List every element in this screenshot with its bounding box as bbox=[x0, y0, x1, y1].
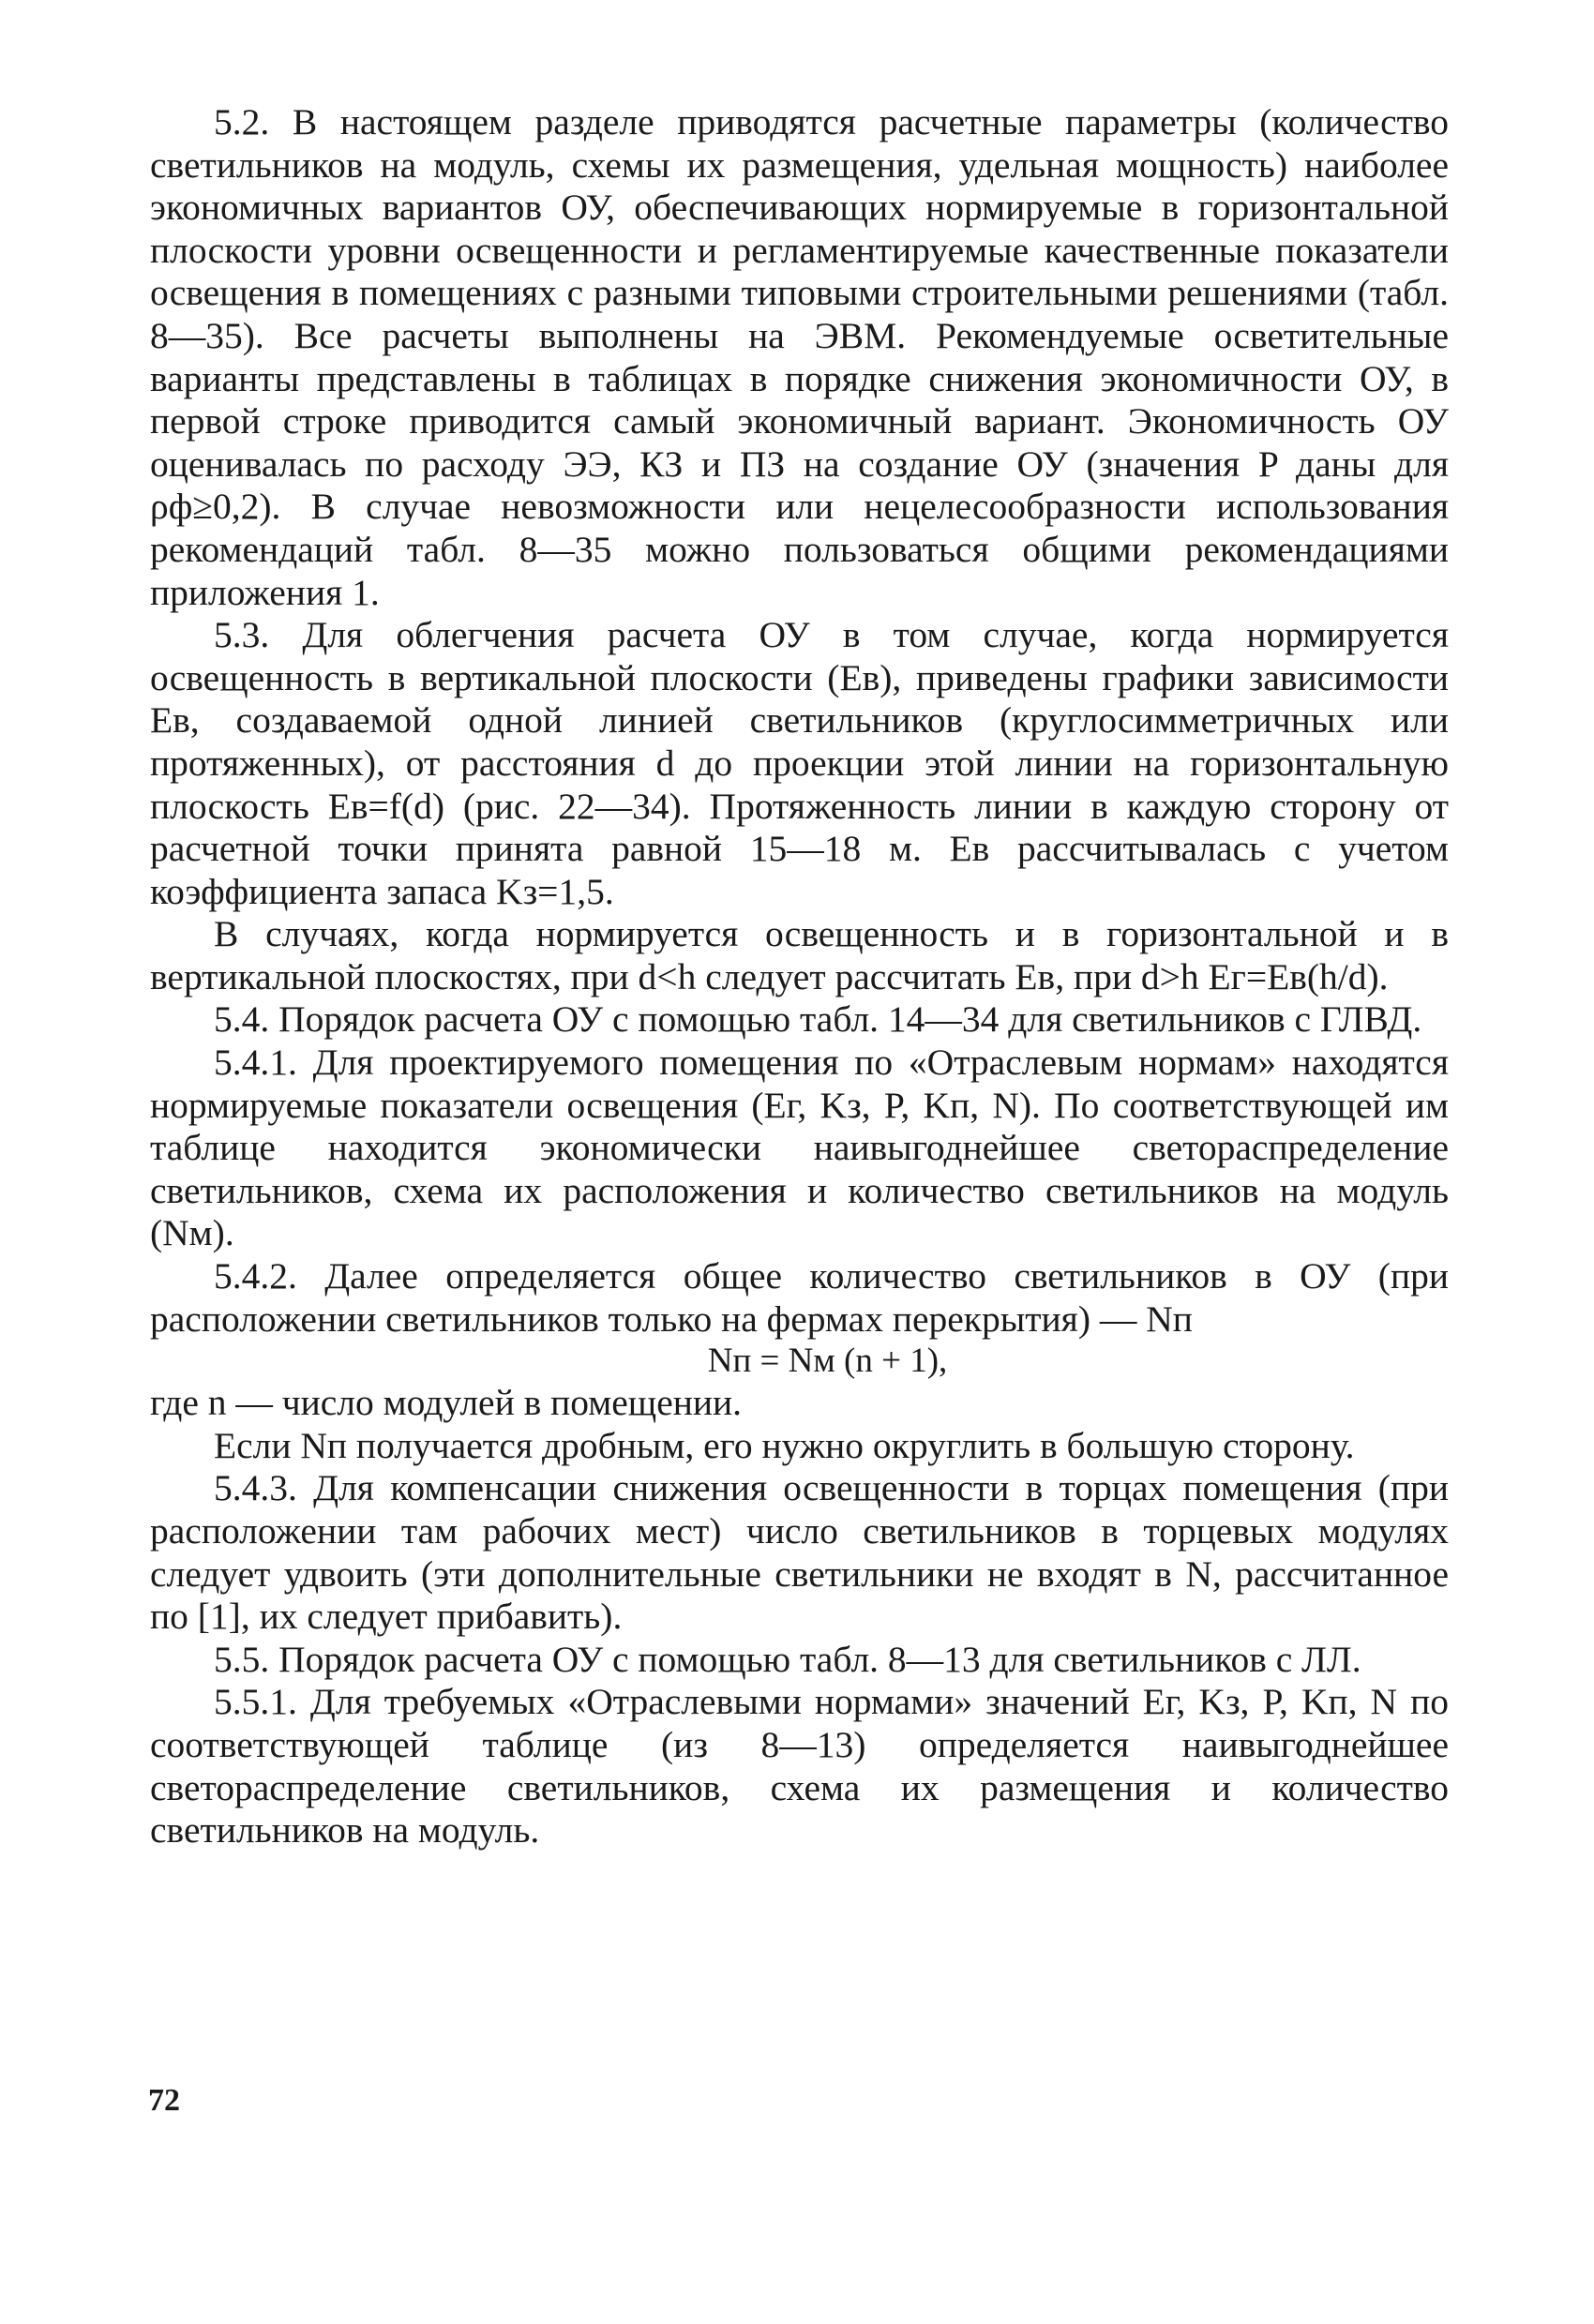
paragraph-5-5: 5.5. Порядок расчета ОУ с помощью табл. 8—13 для светильников с ЛЛ. bbox=[214, 1638, 1361, 1680]
paragraph-5-4: 5.4. Порядок расчета ОУ с помощью табл. 14—34 для светильников с ГЛВД. bbox=[214, 998, 1422, 1041]
paragraph-5-2: 5.2. В настоящем разделе приводятся расчетные параметры (количество светильников на модуль, схемы их размещения, удельная мощность) наиболее экономичных вариантов ОУ, обеспечивающих нормируемые в горизонтальной плоскости уровни освещенности и регламентируемые качественные показатели освещения в помещениях с разными типовыми строительными решениями (табл. 8—35). Все расчеты выполнены на ЭВМ. Рекомендуемые осветительные варианты представлены в таблицах в порядке снижения экономичности ОУ, в первой строке приводится самый экономичный вариант. Экономичность ОУ оценивалась по расходу ЭЭ, КЗ и ПЗ на создание ОУ (значения P даны для ρф≥0,2). В случае невозможности или нецелесообразности использования рекомендаций табл. 8—35 можно пользоваться общими рекомендациями приложения 1. bbox=[150, 101, 1449, 613]
paragraph-5-5-1: 5.5.1. Для требуемых «Отраслевыми нормами» значений Eг, Kз, P, Kп, N по соответствующей таблице (из 8—13) определяется наивыгоднейшее светораспределение светильников, схема их размещения и количество светильников на модуль. bbox=[150, 1681, 1449, 1852]
paragraph-5-3: 5.3. Для облегчения расчета ОУ в том случае, когда нормируется освещенность в вертикальной плоскости (Eв), приведены графики зависимости Eв, создаваемой одной линией светильников (круглосимметричных или протяженных), от расстояния d до проекции этой линии на горизонтальную плоскость Eв=f(d) (рис. 22—34). Протяженность линии в каждую сторону от расчетной точки принята равной 15—18 м. Eв рассчитывалась с учетом коэффициента запаса Kз=1,5. bbox=[150, 614, 1449, 912]
paragraph-rounding: Если Nп получается дробным, его нужно округлить в большую сторону. bbox=[214, 1424, 1355, 1466]
document-body bbox=[150, 101, 1449, 1852]
formula: Nп = Nм (n + 1), bbox=[707, 1342, 948, 1381]
paragraph-5-4-2: 5.4.2. Далее определяется общее количество светильников в ОУ (при расположении светильников только на фермах перекрытия) — Nп bbox=[150, 1255, 1449, 1340]
paragraph-5-4-3: 5.4.3. Для компенсации снижения освещенности в торцах помещения (при расположении там рабочих мест) число светильников в торцевых модулях следует удвоить (эти дополнительные светильники не входят в N, рассчитанное по [1], их следует прибавить). bbox=[150, 1467, 1449, 1638]
paragraph-where: где n — число модулей в помещении. bbox=[150, 1382, 743, 1424]
paragraph-5-4-1: 5.4.1. Для проектируемого помещения по «Отраслевым нормам» находятся нормируемые показатели освещения (Eг, Kз, P, Kп, N). По соответствующей им таблице находится экономически наивыгоднейшее светораспределение светильников, схема их расположения и количество светильников на модуль (Nм). bbox=[150, 1042, 1449, 1254]
page-number: 72 bbox=[148, 2083, 180, 2118]
paragraph-cases: В случаях, когда нормируется освещенность и в горизонтальной и в вертикальной плоскостях, при d<h следует рассчитать Eв, при d>h Eг=Eв(h/d). bbox=[150, 913, 1449, 997]
